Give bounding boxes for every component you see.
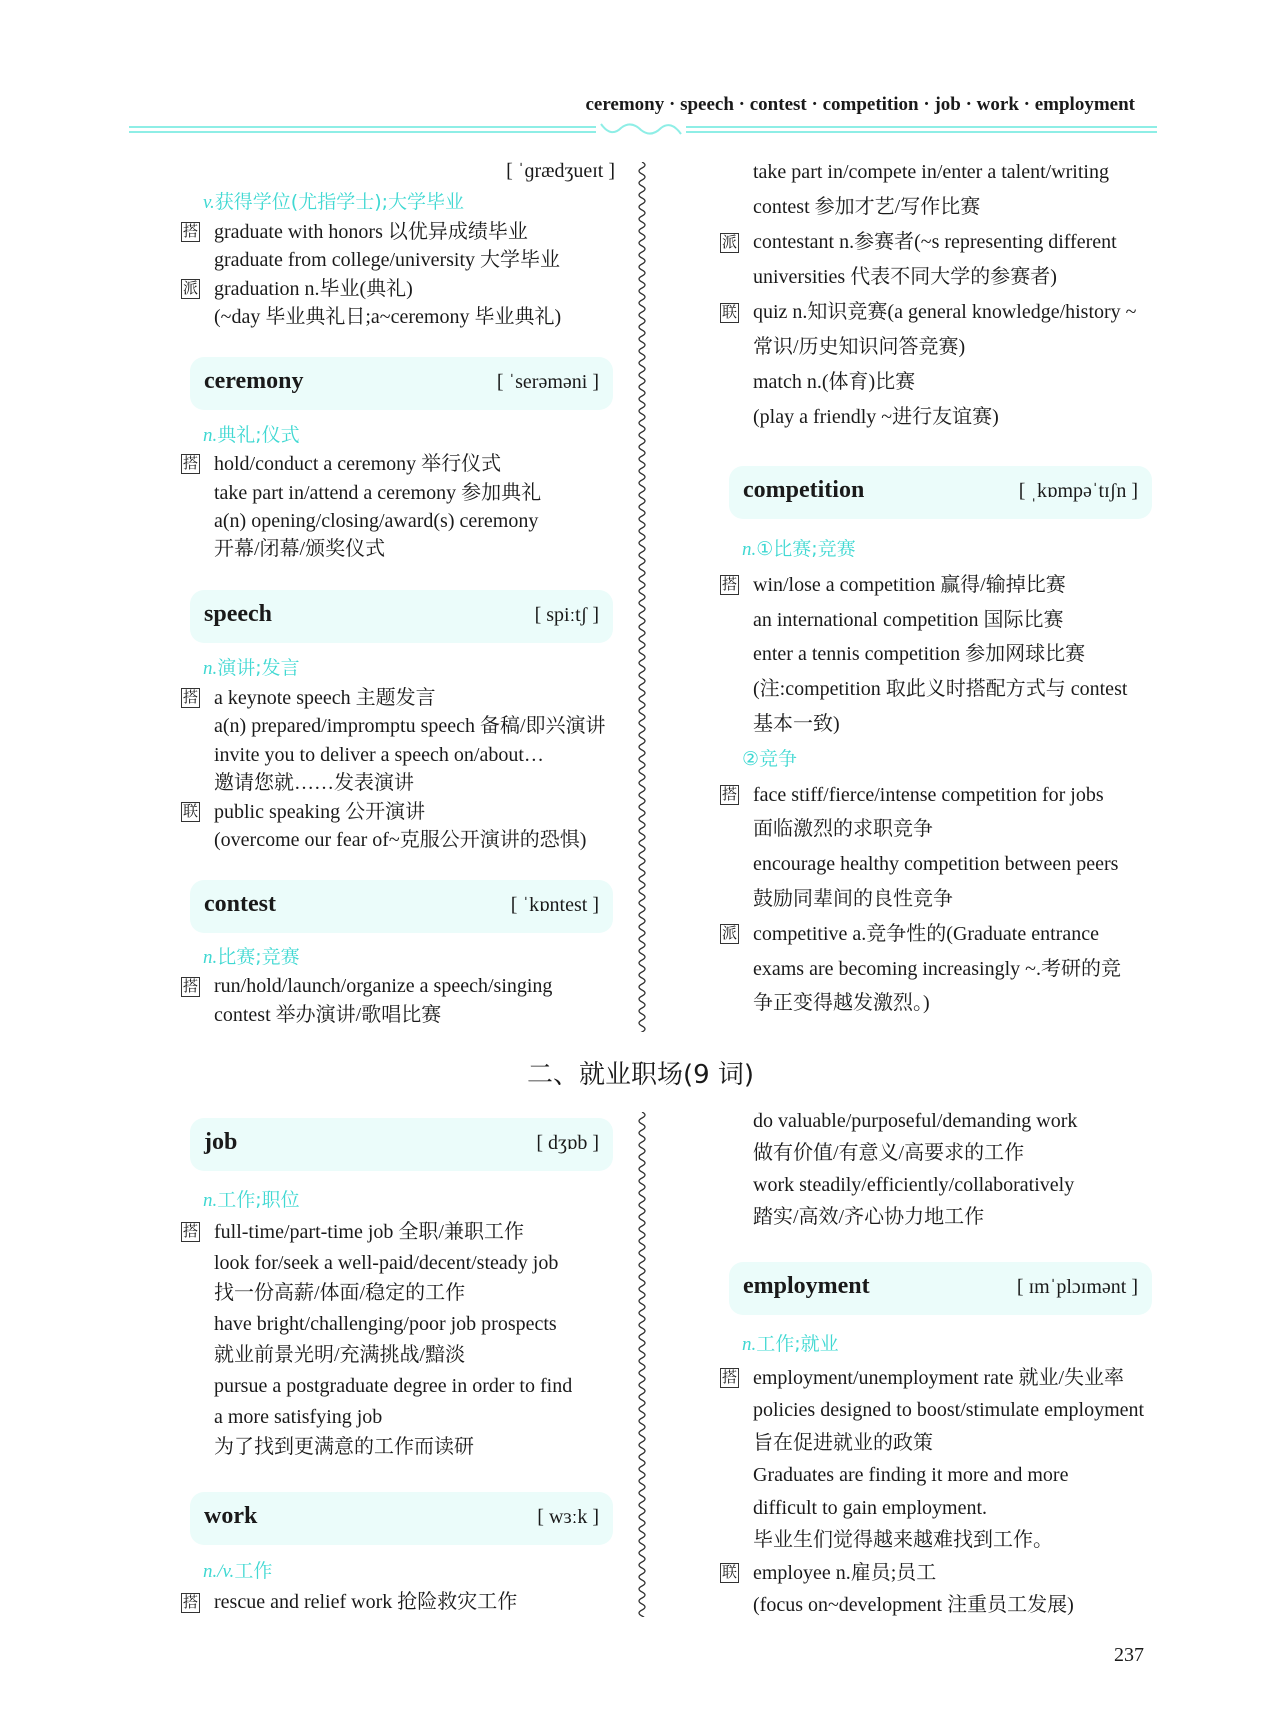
entry-text: have bright/challenging/poor job prospects: [214, 1313, 557, 1336]
marker-badge: 搭: [183, 1224, 199, 1241]
definition-text: 获得学位(尤指学士);大学毕业: [214, 191, 465, 213]
entry-line: [214, 1248, 572, 1279]
entry-line: [214, 535, 541, 563]
entry-text: graduation n.毕业(典礼): [214, 277, 413, 300]
entry-line: [214, 479, 541, 507]
entry-text: take part in/compete in/enter a talent/writing: [753, 161, 1109, 183]
entry-text: 找一份高薪/体面/稳定的工作: [214, 1282, 466, 1305]
entry-line: [183, 972, 553, 1001]
entry-line: [753, 1137, 1077, 1169]
entry-text: 毕业生们觉得越来越难找到工作。: [753, 1529, 1053, 1551]
entry-contest: [183, 943, 553, 1030]
entry-line: [214, 1402, 572, 1433]
entry-line: [214, 1309, 572, 1340]
entry-line: [183, 1587, 518, 1618]
headword: job: [204, 1129, 238, 1155]
entry-line: [183, 1217, 572, 1248]
pronunciation: [ ˈkɒntest ]: [510, 894, 599, 916]
entry-text: a(n) prepared/impromptu speech 备稿/即兴演讲: [214, 715, 606, 737]
entry-work: [183, 1556, 518, 1618]
entry-line: [183, 218, 561, 247]
entry-text: a keynote speech 主题发言: [214, 686, 436, 709]
entry-work-continued: [753, 1105, 1077, 1233]
part-of-speech: n.: [203, 658, 218, 679]
entry-text: 鼓励同辈间的良性竞争: [753, 887, 953, 910]
entry-text: contestant n.参赛者(~s representing different: [753, 231, 1117, 253]
entry-line: [214, 303, 561, 332]
marker-badge: 搭: [183, 978, 199, 995]
part-of-speech: n.: [203, 947, 218, 968]
definition: [742, 532, 1127, 568]
entry-text: 常识/历史知识问答竞赛): [753, 336, 966, 358]
entry-line: [753, 707, 1127, 742]
entry-text: 踏实/高效/齐心协力地工作: [753, 1206, 985, 1228]
entry-text: a(n) opening/closing/award(s) ceremony: [214, 509, 539, 532]
headword-box-work: [190, 1492, 613, 1545]
marker-badge: 搭: [722, 1369, 738, 1386]
entry-text: (~day 毕业典礼日;a~ceremony 毕业典礼): [214, 306, 562, 328]
entry-line: [214, 507, 541, 535]
entry-text: employee n.雇员;员工: [753, 1561, 937, 1584]
entry-text: competitive a.竞争性的(Graduate entrance: [753, 922, 1099, 945]
entry-text: Graduates are finding it more and more: [753, 1464, 1069, 1486]
entry-line: [722, 778, 1127, 813]
definition-text: 工作: [234, 1560, 273, 1582]
marker-badge: 派: [722, 926, 738, 943]
entry-text: employment/unemployment rate 就业/失业率: [753, 1366, 1125, 1389]
entry-text: an international competition 国际比赛: [753, 608, 1064, 631]
entry-text: universities 代表不同大学的参赛者): [753, 266, 1057, 288]
entry-text: full-time/part-time job 全职/兼职工作: [214, 1220, 524, 1243]
entry-text: contest 举办演讲/歌唱比赛: [214, 1004, 442, 1026]
entry-text: (focus on~development 注重员工发展): [753, 1594, 1074, 1616]
definition-text: 工作;职位: [217, 1189, 300, 1211]
entry-competition: [722, 532, 1128, 1021]
entry-speech: [183, 654, 606, 855]
entry-line: [722, 225, 1137, 260]
entry-line: [722, 917, 1127, 952]
entry-line: [214, 769, 606, 798]
entry-line: [214, 246, 561, 275]
marker-badge: 搭: [183, 689, 199, 706]
definition-text: 典礼;仪式: [217, 424, 300, 446]
marker-badge: 联: [722, 1564, 738, 1581]
entry-line: [753, 603, 1127, 638]
entry-text: rescue and relief work 抢险救灾工作: [214, 1591, 518, 1613]
entry-text: do valuable/purposeful/demanding work: [753, 1110, 1078, 1132]
entry-text: contest 参加才艺/写作比赛: [753, 196, 981, 218]
definition-text: ②竞争: [742, 747, 798, 770]
marker-badge: 派: [722, 234, 738, 251]
entry-line: [753, 812, 1127, 847]
headword-box-speech: [190, 590, 613, 643]
part-of-speech: n.: [203, 425, 218, 446]
section-title: 二、就业职场(9 词): [526, 1060, 755, 1090]
ornament-icon: [596, 120, 686, 140]
definition: [203, 1556, 517, 1587]
pronunciation: [ ˌkɒmpəˈtɪʃn ]: [1018, 480, 1138, 502]
headword: contest: [204, 891, 276, 917]
part-of-speech: n.: [203, 1190, 218, 1211]
entry-text: (注:competition 取此义时搭配方式与 contest: [753, 678, 1128, 701]
marker-badge: 搭: [183, 223, 199, 240]
entry-text: face stiff/fierce/intense competition for jobs: [753, 783, 1104, 806]
entry-line: [722, 1557, 1144, 1590]
definition: [742, 1328, 1144, 1362]
entry-line: [183, 450, 541, 478]
entry-line: [753, 672, 1127, 707]
headword-box-competition: [729, 466, 1152, 519]
marker-badge: 搭: [183, 456, 199, 473]
column-divider: [634, 162, 650, 1032]
entry-text: public speaking 公开演讲: [214, 800, 426, 823]
pronunciation: [ spiːtʃ ]: [534, 604, 599, 626]
entry-line: [753, 400, 1137, 435]
definition-text: ①比赛;竞赛: [756, 538, 856, 560]
entry-line: [214, 826, 606, 855]
entry-line: [722, 295, 1137, 330]
pronunciation: [ ɪmˈplɔɪmənt ]: [1016, 1276, 1138, 1298]
definition-text: 演讲;发言: [217, 657, 300, 679]
entry-line: [722, 568, 1127, 603]
entry-line: [183, 798, 606, 827]
entry-line: [753, 882, 1127, 917]
entry-text: policies designed to boost/stimulate employment: [753, 1399, 1145, 1421]
definition: [742, 742, 1127, 778]
headword: work: [204, 1503, 258, 1529]
entry-text: win/lose a competition 赢得/输掉比赛: [753, 573, 1066, 596]
entry-text: (overcome our fear of~克服公开演讲的恐惧): [214, 829, 587, 851]
headword: ceremony: [204, 368, 304, 394]
entry-text: hold/conduct a ceremony 举行仪式: [214, 453, 502, 476]
marker-badge: 搭: [722, 577, 738, 594]
entry-line: [183, 275, 561, 304]
marker-badge: 搭: [183, 1594, 199, 1611]
marker-badge: 联: [183, 803, 199, 820]
headword: competition: [743, 477, 865, 503]
entry-text: 开幕/闭幕/颁奖仪式: [214, 538, 386, 561]
headword: speech: [204, 601, 272, 627]
entry-ceremony: [183, 421, 542, 563]
entry-text: graduate from college/university 大学毕业: [214, 249, 561, 271]
marker-badge: 派: [183, 280, 199, 297]
entry-line: [214, 741, 606, 770]
entry-line: [214, 1340, 572, 1371]
entry-text: 就业前景光明/充满挑战/黯淡: [214, 1343, 466, 1366]
marker-badge: 搭: [722, 786, 738, 803]
entry-text: exams are becoming increasingly ~.考研的竞: [753, 957, 1121, 980]
definition: [203, 421, 541, 450]
headword: employment: [743, 1273, 870, 1299]
entry-text: pursue a postgraduate degree in order to find: [214, 1374, 573, 1397]
entry-text: 为了找到更满意的工作而读研: [214, 1436, 474, 1459]
entry-text: a more satisfying job: [214, 1405, 383, 1428]
entry-line: [753, 1492, 1144, 1525]
pronunciation: [ wɜːk ]: [537, 1506, 599, 1528]
entry-text: 基本一致): [753, 712, 840, 735]
part-of-speech: n.: [742, 1334, 757, 1355]
entry-text: invite you to deliver a speech on/about…: [214, 743, 544, 766]
entry-text: take part in/attend a ceremony 参加典礼: [214, 481, 542, 504]
entry-text: 邀请您就……发表演讲: [214, 772, 414, 794]
entry-line: [753, 847, 1127, 882]
entry-employment: [722, 1328, 1145, 1622]
entry-line: [753, 330, 1137, 365]
definition-text: 比赛;竞赛: [217, 946, 300, 968]
column-divider: [634, 1112, 650, 1617]
entry-text: match n.(体育)比赛: [753, 371, 916, 393]
entry-line: [753, 1169, 1077, 1201]
pronunciation: [ ˈserəməni ]: [496, 371, 599, 393]
entry-text: run/hold/launch/organize a speech/singing: [214, 975, 553, 997]
entry-text: 争正变得越发激烈。): [753, 992, 930, 1015]
entry-line: [214, 1432, 572, 1463]
page-number: 237: [1114, 1644, 1144, 1666]
entry-line: [753, 1427, 1144, 1460]
definition: [203, 188, 561, 218]
entry-text: graduate with honors 以优异成绩毕业: [214, 220, 528, 243]
entry-line: [214, 712, 606, 741]
entry-line: [753, 637, 1127, 672]
marker-badge: 联: [722, 304, 738, 321]
entry-text: 旨在促进就业的政策: [753, 1431, 933, 1454]
entry-line: [753, 155, 1137, 190]
entry-line: [753, 1394, 1144, 1427]
entry-line: [753, 1105, 1077, 1137]
entry-line: [214, 1001, 552, 1030]
headword-box-job: [190, 1118, 613, 1171]
entry-text: 面临激烈的求职竞争: [753, 818, 933, 841]
entry-text: difficult to gain employment.: [753, 1496, 988, 1519]
entry-graduate: [183, 188, 562, 332]
definition-text: 工作;就业: [756, 1333, 839, 1355]
entry-text: quiz n.知识竞赛(a general knowledge/history ~: [753, 301, 1137, 323]
entry-text: (play a friendly ~进行友谊赛): [753, 406, 999, 428]
definition: [203, 943, 552, 972]
entry-text: look for/seek a well-paid/decent/steady job: [214, 1251, 559, 1274]
entry-text: encourage healthy competition between peers: [753, 853, 1119, 876]
running-header: ceremony · speech · contest · competition · job · work · employment: [585, 94, 1135, 115]
entry-line: [753, 190, 1137, 225]
entry-line: [183, 684, 606, 713]
entry-text: enter a tennis competition 参加网球比赛: [753, 643, 1086, 666]
entry-contest-continued: [722, 155, 1137, 435]
definition: [203, 1185, 572, 1217]
entry-line: [753, 1589, 1144, 1622]
headword-box-ceremony: [190, 357, 613, 410]
part-of-speech: n.: [742, 539, 757, 560]
entry-text: 做有价值/有意义/高要求的工作: [753, 1142, 1025, 1164]
definition: [203, 654, 606, 684]
headword-box-contest: [190, 880, 613, 933]
entry-line: [753, 365, 1137, 400]
entry-text: work steadily/efficiently/collaboratively: [753, 1174, 1075, 1196]
entry-line: [214, 1371, 572, 1402]
entry-line: [753, 952, 1127, 987]
headword-box-employment: [729, 1262, 1152, 1315]
entry-job: [183, 1185, 573, 1463]
entry-line: [753, 260, 1137, 295]
pronunciation-graduate: [ ˈɡrædʒueɪt ]: [506, 160, 615, 182]
entry-line: [214, 1278, 572, 1309]
entry-line: [753, 986, 1127, 1021]
pronunciation: [ dʒɒb ]: [536, 1132, 599, 1154]
entry-line: [722, 1362, 1144, 1395]
entry-line: [753, 1524, 1144, 1557]
entry-line: [753, 1459, 1144, 1492]
part-of-speech: v.: [203, 192, 215, 213]
entry-line: [753, 1201, 1077, 1233]
part-of-speech: n./v.: [203, 1561, 235, 1582]
